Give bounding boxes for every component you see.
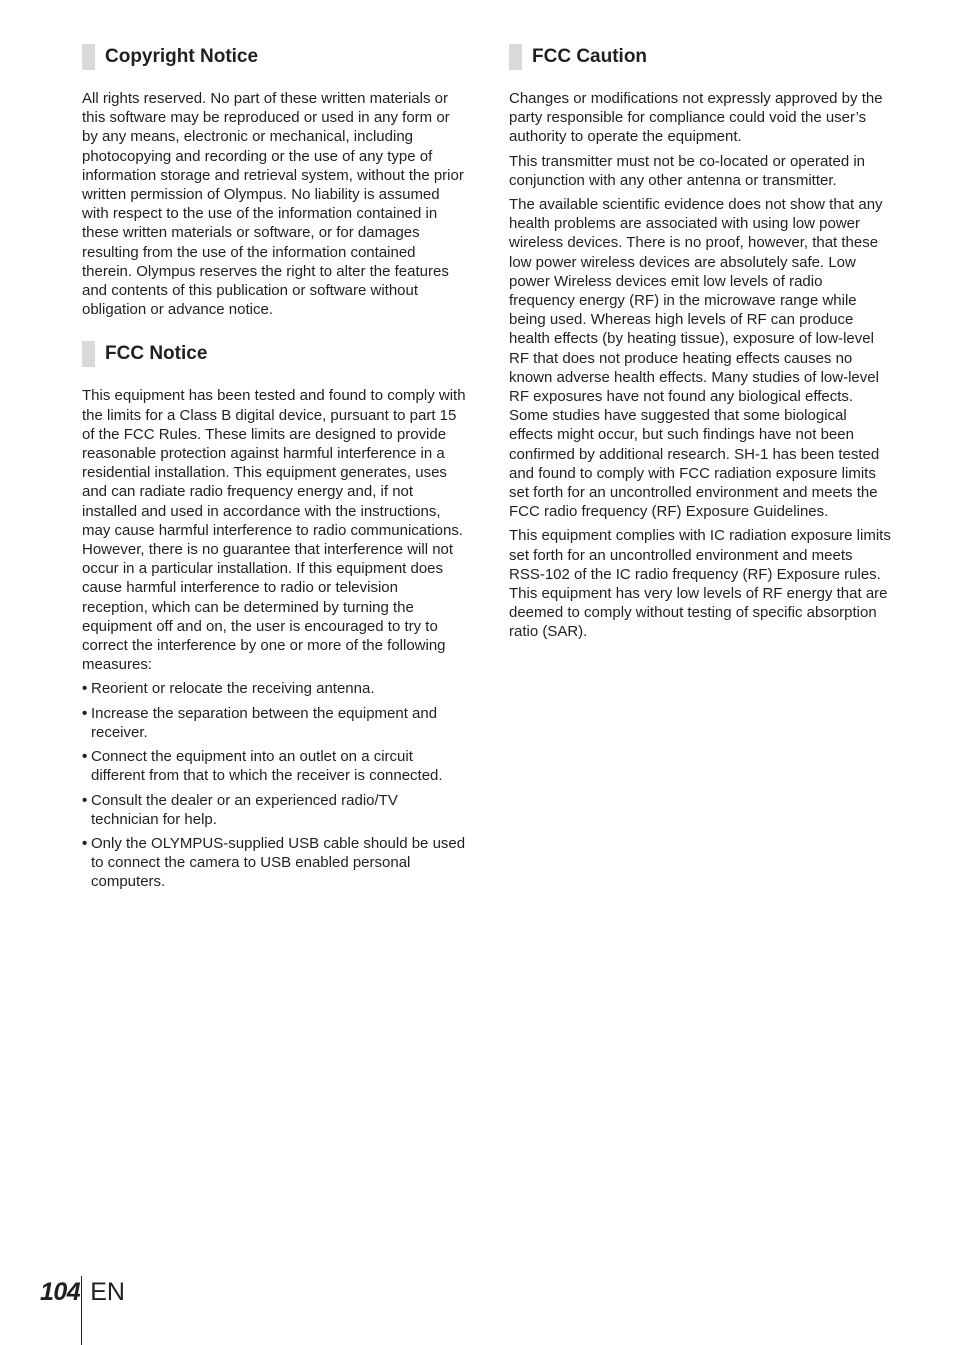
section-heading-fcc-caution bbox=[509, 44, 891, 70]
caution-paragraph: Changes or modifications not expressly approved by the party responsible for compliance could void the user’s authority to operate the equipment. bbox=[509, 90, 883, 146]
heading-marker bbox=[82, 341, 95, 367]
bullet-icon: • bbox=[82, 834, 88, 852]
list-item: • Consult the dealer or an experienced radio/TV technician for help. bbox=[82, 791, 398, 828]
section-title: FCC Caution bbox=[532, 46, 648, 67]
list-item: • Reorient or relocate the receiving antenna. bbox=[82, 680, 375, 698]
caution-paragraph: This transmitter must not be co-located or operated in conjunction with any other antenna or transmitter. bbox=[509, 152, 866, 189]
section-title: FCC Notice bbox=[105, 343, 208, 365]
page-footer bbox=[40, 1275, 125, 1309]
section-heading-copyright bbox=[82, 44, 467, 70]
footer-divider bbox=[81, 1276, 82, 1345]
caution-paragraph: The available scientific evidence does not show that any health problems are associated with using low power wireless devices. There is no proof, however, that these low power wireless devices are absolutely safe. Low power Wireless devices emit low levels of radio frequency energy (RF) in the microwave range while being used. Whereas high levels of RF can produce health effects (by heating tissue), exposure of low-level RF that does not produce heating effects causes no known adverse health effects. Many studies of low-level RF exposures have not found any biological effects. Some studies have suggested that some biological effects might occur, but such findings have not been confirmed by additional research. SH-1 has been tested and found to comply with FCC radiation exposure limits set forth for an uncontrolled environment and meets the FCC radio frequency (RF) Exposure Guidelines. bbox=[509, 196, 883, 521]
section-title: Copyright Notice bbox=[105, 46, 259, 67]
page-number: 104 bbox=[40, 1277, 81, 1306]
bullet-icon: • bbox=[82, 748, 88, 766]
language-code: EN bbox=[90, 1277, 125, 1306]
copyright-paragraph: All rights reserved. No part of these written materials or this software may be reproduced or used in any form or by any means, electronic or mechanical, including photocopying and recording or the use of any type of information storage and retrieval system, without the prior written permission of Olympus. No liability is assumed with respect to the use of the information contained in these written materials or software, or for damages resulting from the use of the information contained therein. Olympus reserves the right to alter the features and contents of this publication or software without obligation or advance notice. bbox=[82, 90, 464, 319]
caution-paragraph: This equipment complies with IC radiation exposure limits set forth for an uncontrolled environment and meets RSS-102 of the IC radio frequency (RF) Exposure rules. This equipment has very low levels of RF energy that are deemed to comply without testing of specific absorption ratio (SAR). bbox=[509, 527, 891, 641]
heading-marker bbox=[509, 44, 522, 70]
right-column bbox=[509, 44, 891, 647]
measures-list bbox=[82, 679, 467, 891]
section-heading-fcc-notice bbox=[82, 341, 467, 367]
bullet-icon: • bbox=[82, 680, 88, 698]
heading-marker bbox=[82, 44, 95, 70]
bullet-icon: • bbox=[82, 704, 88, 722]
left-column bbox=[82, 44, 467, 897]
bullet-icon: • bbox=[82, 791, 88, 809]
fcc-notice-paragraph: This equipment has been tested and found to comply with the limits for a Class B digital device, pursuant to part 15 of the FCC Rules. These limits are designed to provide reasonable protection against harmful interference in a residential installation. This equipment generates, uses and can radiate radio frequency energy and, if not installed and used in accordance with the instructions, may cause harmful interference to radio communications. However, there is no guarantee that interference will not occur in a particular installation. If this equipment does cause harmful interference to radio or television reception, which can be determined by turning the equipment off and on, the user is encouraged to try to correct the interference by one or more of the following measures: bbox=[82, 387, 466, 674]
list-item: • Only the OLYMPUS-supplied USB cable should be used to connect the camera to USB enabled personal computers. bbox=[82, 834, 466, 891]
list-item: • Increase the separation between the equipment and receiver. bbox=[82, 704, 438, 741]
list-item: • Connect the equipment into an outlet on a circuit different from that to which the receiver is connected. bbox=[82, 748, 443, 785]
